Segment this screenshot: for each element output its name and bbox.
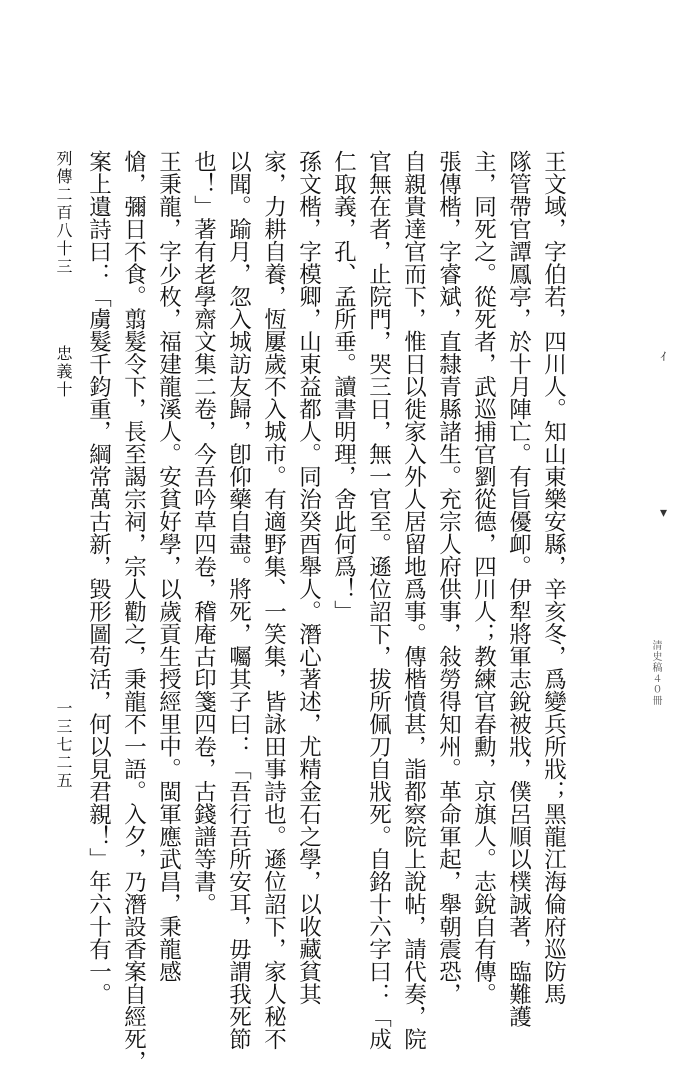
running-head-section: 忠義十 bbox=[54, 345, 73, 399]
scan-dot: ▾ bbox=[660, 505, 668, 521]
text-column-8: 孫文楷，字模卿，山東益都人。同治癸酉舉人。潛心著述，尤精金石之學，以收藏貧其 bbox=[295, 150, 322, 1005]
text-column-6: 官無在者，止院門，哭三日，無一官至。遜位詔下，拔所佩刀自戕死。自銘十六字曰：「成 bbox=[365, 150, 392, 1050]
text-column-14: 案上遺詩曰：「虜髮千鈞重，綱常萬古新，毀形圖苟活，何以見君親！」年六十有一。 bbox=[85, 150, 112, 1005]
text-column-11: 也！」著有老學齋文集二卷，今吾吟草四卷，稽庵古印箋四卷，古錢譜等書。 bbox=[190, 150, 217, 915]
text-column-12: 王秉龍，字少枚，福建龍溪人。安貧好學，以歲貢生授經里中。閩軍應武昌，秉龍感 bbox=[155, 150, 182, 983]
text-column-9: 家，力耕自養，恆屢歲不入城市。有適野集、一笑集，皆詠田事詩也。遜位詔下，家人秘不 bbox=[260, 150, 287, 1050]
text-column-7: 仁取義，孔、孟所垂。讀書明理，舍此何爲！」 bbox=[330, 150, 357, 623]
running-head-volume: 列傳二百八十三 bbox=[54, 150, 73, 276]
text-column-2: 隊管帶官譚鳳亭，於十月陣亡。有旨優卹。伊犁將軍志銳被戕，僕呂順以樸誠著，臨難護 bbox=[505, 150, 532, 1028]
text-column-5: 自親貴達官而下，惟日以徙家入外人居留地爲事。傳楷憤甚，詣都察院上說帖，請代奏，院 bbox=[400, 150, 427, 1050]
scan-mark: ｨ bbox=[660, 348, 667, 364]
text-column-1: 王文域，字伯若，四川人。知山東樂安縣，辛亥冬，爲變兵所戕；黑龍江海倫府巡防馬 bbox=[540, 150, 567, 1005]
text-column-10: 以聞。踰月，忽入城訪友歸，卽仰藥自盡。將死，囑其子曰：「吾行吾所安耳，毋謂我死節 bbox=[225, 150, 252, 1050]
library-stamp: 清史稿４０冊 bbox=[650, 640, 661, 706]
text-column-3: 主，同死之。從死者，武巡捕官劉從德，四川人；教練官春勳，京旗人。志銳自有傳。 bbox=[470, 150, 497, 1005]
text-column-4: 張傳楷，字睿斌，直隸青縣諸生。充宗人府供事，敍勞得知州。革命軍起，舉朝震恐， bbox=[435, 150, 462, 1005]
text-column-13: 愴，彌日不食。翦髮令下，長至謁宗祠，宗人勸之，秉龍不一語。入夕，乃潛設香案自經死， bbox=[120, 150, 147, 1073]
page-number: 一三七二五 bbox=[54, 700, 73, 790]
